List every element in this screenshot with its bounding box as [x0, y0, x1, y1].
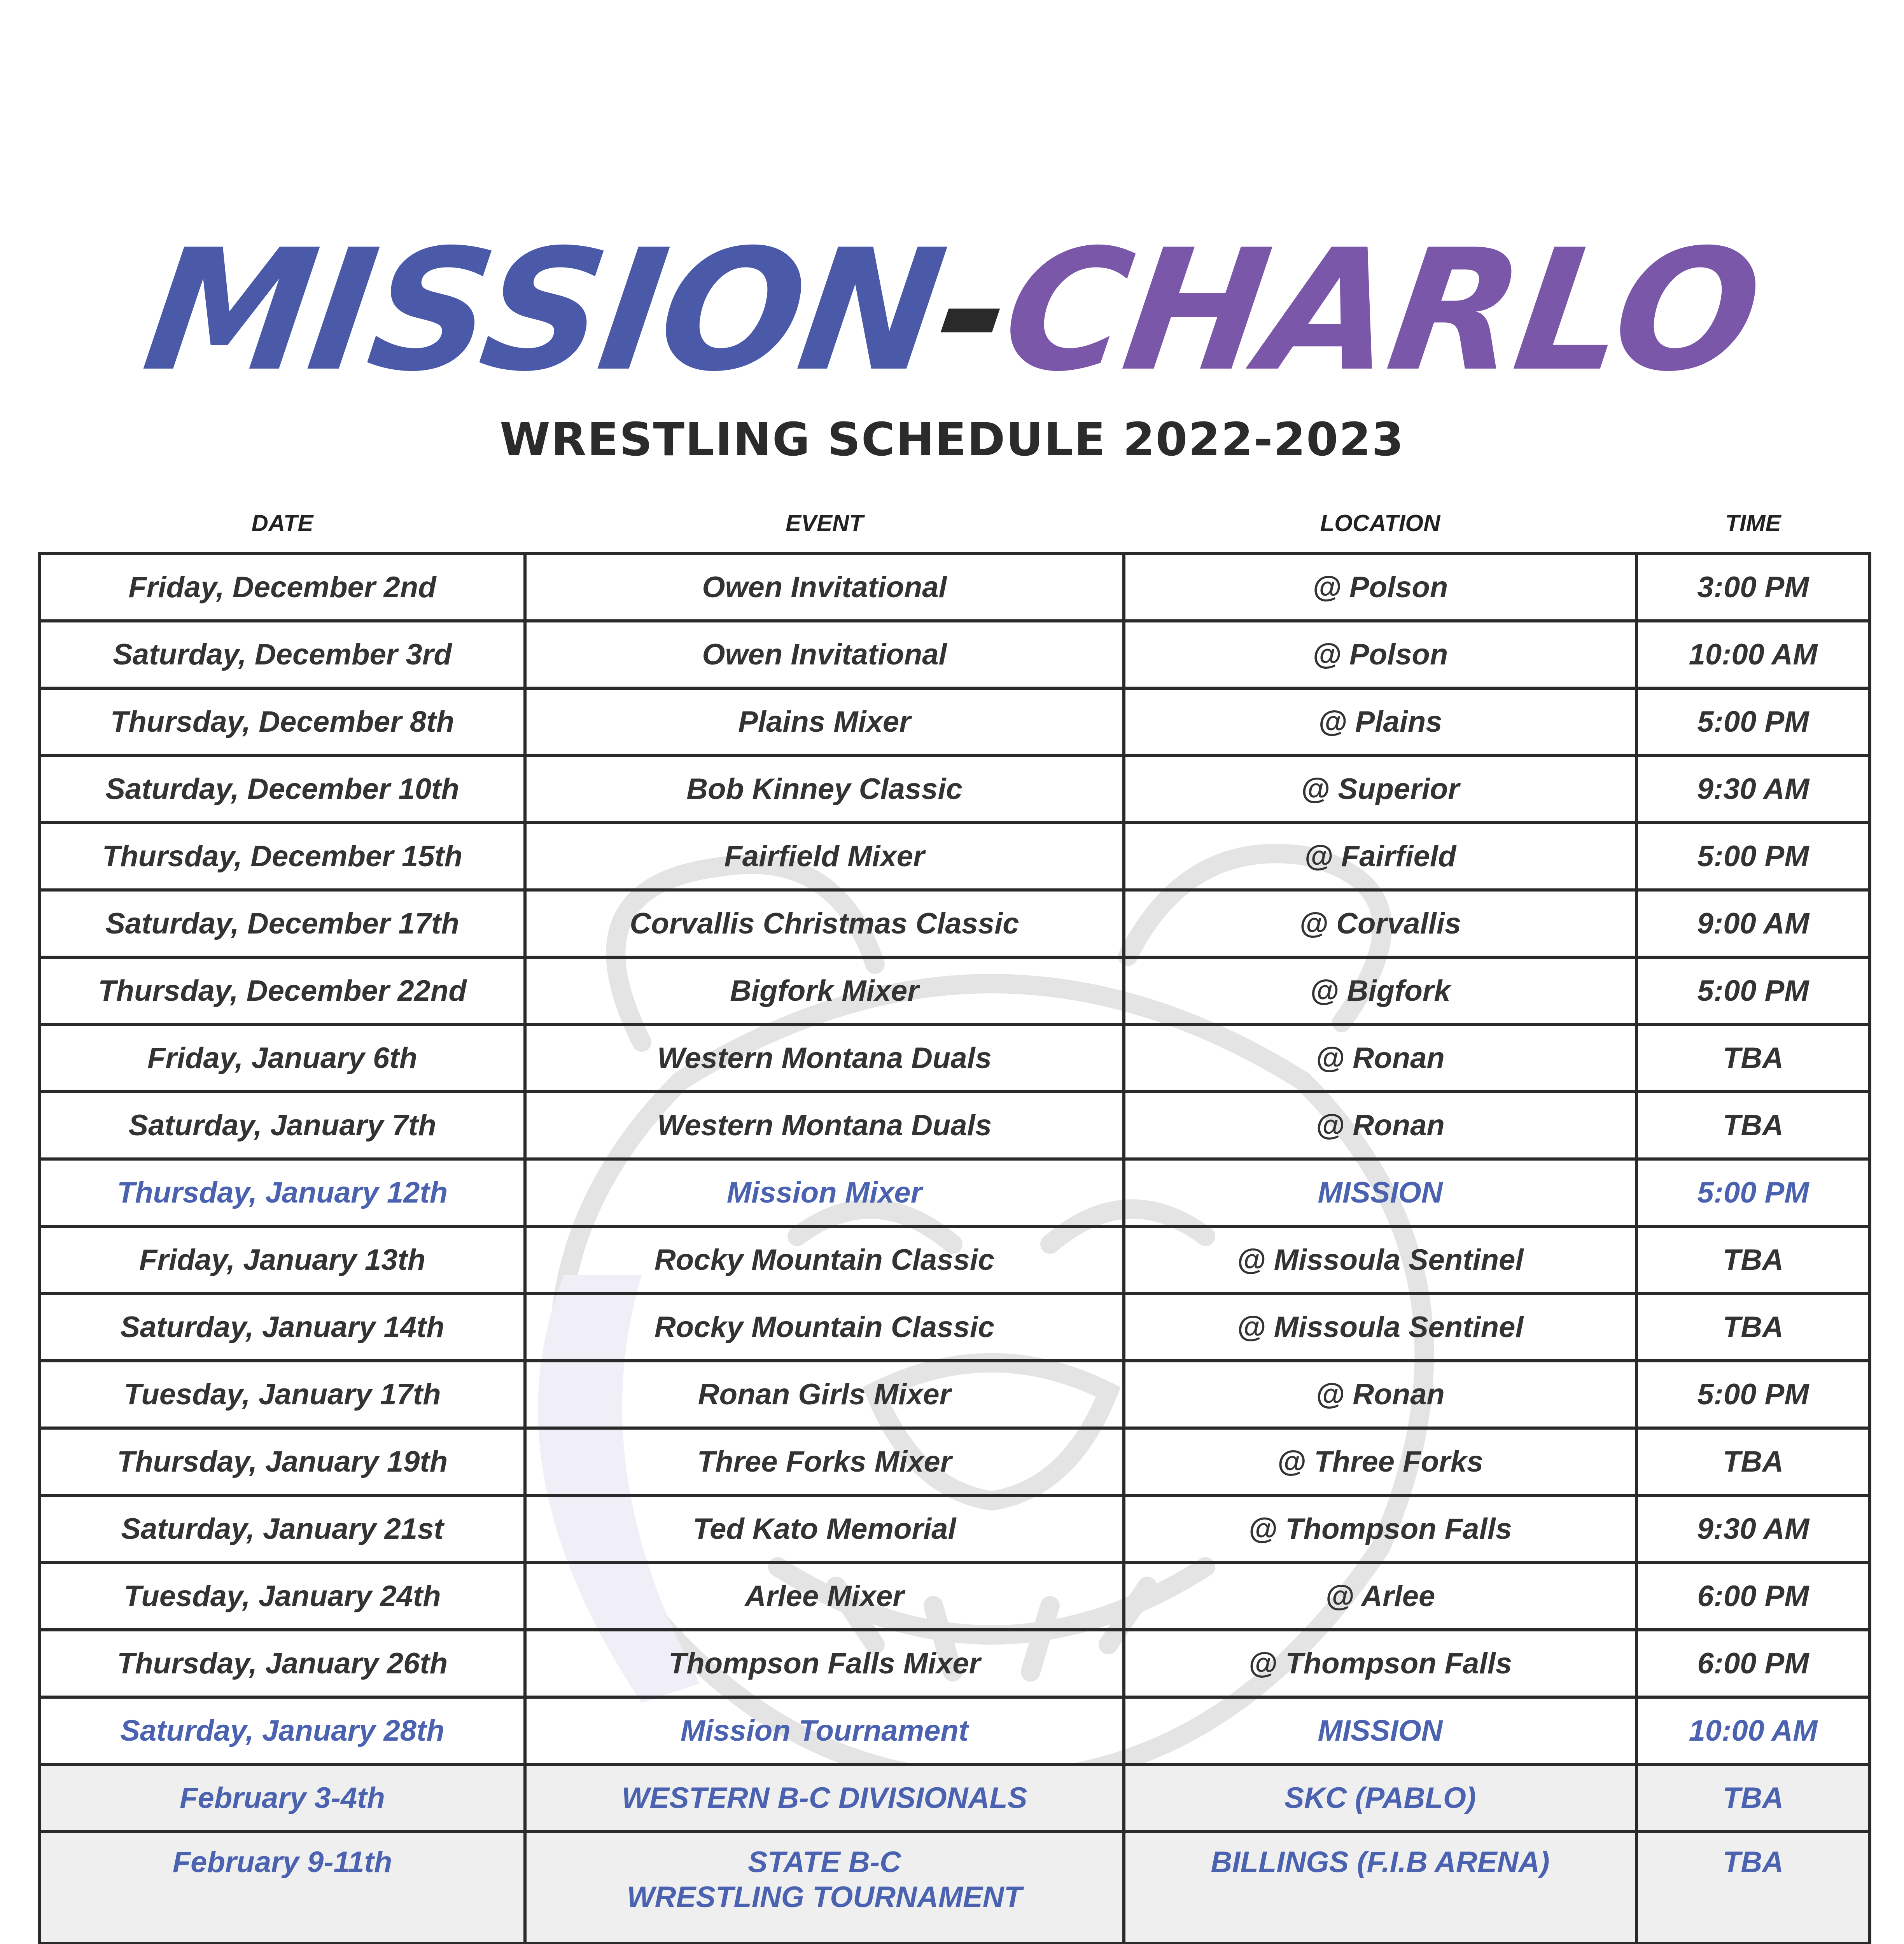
cell-time: TBA: [1636, 1294, 1870, 1361]
table-row: [40, 1024, 1870, 1092]
cell-location: @ Missoula Sentinel: [1124, 1294, 1636, 1361]
cell-location: @ Thompson Falls: [1124, 1495, 1636, 1563]
cell-date: Saturday, January 28th: [40, 1697, 525, 1764]
cell-date: Thursday, December 22nd: [40, 957, 525, 1024]
table-row: [40, 1294, 1870, 1361]
cell-location: @ Polson: [1124, 621, 1636, 688]
table-row: [40, 1226, 1870, 1294]
cell-date: Friday, January 13th: [40, 1226, 525, 1294]
table-row: [40, 890, 1870, 957]
cell-location: @ Thompson Falls: [1124, 1630, 1636, 1697]
table-row: [40, 957, 1870, 1024]
cell-time: 10:00 AM: [1636, 621, 1870, 688]
cell-date: February 9-11th: [40, 1832, 525, 1944]
cell-event-line2: WRESTLING TOURNAMENT: [626, 1881, 1022, 1914]
cell-location: MISSION: [1124, 1159, 1636, 1226]
cell-time: TBA: [1636, 1024, 1870, 1092]
cell-time: TBA: [1636, 1428, 1870, 1495]
cell-event: Rocky Mountain Classic: [525, 1226, 1124, 1294]
cell-event-line1: STATE B-C: [747, 1846, 901, 1879]
cell-time: TBA: [1636, 1764, 1870, 1832]
cell-event: Ted Kato Memorial: [525, 1495, 1124, 1563]
cell-time: TBA: [1636, 1226, 1870, 1294]
cell-event: Mission Tournament: [525, 1697, 1124, 1764]
col-date: DATE: [251, 510, 313, 536]
cell-event: Mission Mixer: [525, 1159, 1124, 1226]
table-row: [40, 554, 1870, 621]
cell-date: Saturday, December 10th: [40, 755, 525, 823]
cell-event: Western Montana Duals: [525, 1092, 1124, 1159]
cell-time: 9:00 AM: [1636, 890, 1870, 957]
title-charlo: CHARLO: [992, 214, 1770, 408]
cell-location: @ Superior: [1124, 755, 1636, 823]
schedule-subtitle: WRESTLING SCHEDULE 2022-2023: [499, 413, 1405, 466]
cell-date: Saturday, January 7th: [40, 1092, 525, 1159]
cell-date: Friday, January 6th: [40, 1024, 525, 1092]
cell-event: WESTERN B-C DIVISIONALS: [525, 1764, 1124, 1832]
table-row: [40, 1495, 1870, 1563]
cell-time: 3:00 PM: [1636, 554, 1870, 621]
col-location: LOCATION: [1320, 510, 1440, 536]
cell-event: Fairfield Mixer: [525, 823, 1124, 890]
table-row: [40, 823, 1870, 890]
table-row-postseason: [40, 1764, 1870, 1832]
cell-date: Saturday, December 3rd: [40, 621, 525, 688]
col-time: TIME: [1725, 510, 1781, 536]
table-row: [40, 1630, 1870, 1697]
cell-time: TBA: [1636, 1832, 1870, 1944]
cell-date: Friday, December 2nd: [40, 554, 525, 621]
cell-location: @ Arlee: [1124, 1563, 1636, 1630]
cell-location: @ Three Forks: [1124, 1428, 1636, 1495]
table-row-postseason: [40, 1832, 1870, 1944]
title-dash: -: [926, 214, 1020, 408]
cell-event: Ronan Girls Mixer: [525, 1361, 1124, 1428]
col-event: EVENT: [785, 510, 864, 536]
table-row: [40, 621, 1870, 688]
cell-location: @ Plains: [1124, 688, 1636, 755]
cell-time: 6:00 PM: [1636, 1563, 1870, 1630]
cell-event: Owen Invitational: [525, 621, 1124, 688]
page-title: [0, 214, 1904, 408]
cell-time: 6:00 PM: [1636, 1630, 1870, 1697]
cell-date: Thursday, December 8th: [40, 688, 525, 755]
cell-event: [525, 1832, 1124, 1944]
cell-location: MISSION: [1124, 1697, 1636, 1764]
cell-time: 5:00 PM: [1636, 1159, 1870, 1226]
cell-event: Plains Mixer: [525, 688, 1124, 755]
table-header-row: [40, 494, 1870, 554]
cell-time: 9:30 AM: [1636, 755, 1870, 823]
schedule-table: [38, 494, 1871, 1944]
cell-date: February 3-4th: [40, 1764, 525, 1832]
cell-location: @ Ronan: [1124, 1361, 1636, 1428]
table-row: [40, 755, 1870, 823]
table-row: [40, 1361, 1870, 1428]
cell-time: 5:00 PM: [1636, 957, 1870, 1024]
cell-location: @ Missoula Sentinel: [1124, 1226, 1636, 1294]
cell-time: 5:00 PM: [1636, 823, 1870, 890]
cell-location: @ Bigfork: [1124, 957, 1636, 1024]
table-row: [40, 1428, 1870, 1495]
cell-event: Thompson Falls Mixer: [525, 1630, 1124, 1697]
cell-location: @ Corvallis: [1124, 890, 1636, 957]
cell-event: Corvallis Christmas Classic: [525, 890, 1124, 957]
table-row: [40, 1092, 1870, 1159]
cell-time: 10:00 AM: [1636, 1697, 1870, 1764]
title-mission: MISSION: [134, 214, 953, 408]
cell-location: BILLINGS (F.I.B ARENA): [1124, 1832, 1636, 1944]
cell-event: Bigfork Mixer: [525, 957, 1124, 1024]
cell-date: Thursday, January 12th: [40, 1159, 525, 1226]
table-row: [40, 688, 1870, 755]
table-row-home: [40, 1159, 1870, 1226]
cell-location: @ Ronan: [1124, 1024, 1636, 1092]
cell-event: Three Forks Mixer: [525, 1428, 1124, 1495]
cell-date: Saturday, December 17th: [40, 890, 525, 957]
cell-location: SKC (PABLO): [1124, 1764, 1636, 1832]
cell-event: Bob Kinney Classic: [525, 755, 1124, 823]
cell-location: @ Polson: [1124, 554, 1636, 621]
cell-date: Tuesday, January 24th: [40, 1563, 525, 1630]
cell-location: @ Fairfield: [1124, 823, 1636, 890]
cell-date: Saturday, January 21st: [40, 1495, 525, 1563]
cell-date: Saturday, January 14th: [40, 1294, 525, 1361]
cell-time: 9:30 AM: [1636, 1495, 1870, 1563]
cell-date: Thursday, January 19th: [40, 1428, 525, 1495]
table-row: [40, 1563, 1870, 1630]
cell-event: Owen Invitational: [525, 554, 1124, 621]
cell-location: @ Ronan: [1124, 1092, 1636, 1159]
cell-time: 5:00 PM: [1636, 688, 1870, 755]
cell-date: Thursday, January 26th: [40, 1630, 525, 1697]
cell-time: TBA: [1636, 1092, 1870, 1159]
cell-event: Arlee Mixer: [525, 1563, 1124, 1630]
cell-event: Rocky Mountain Classic: [525, 1294, 1124, 1361]
cell-date: Tuesday, January 17th: [40, 1361, 525, 1428]
cell-date: Thursday, December 15th: [40, 823, 525, 890]
cell-time: 5:00 PM: [1636, 1361, 1870, 1428]
cell-event: Western Montana Duals: [525, 1024, 1124, 1092]
table-row-home: [40, 1697, 1870, 1764]
